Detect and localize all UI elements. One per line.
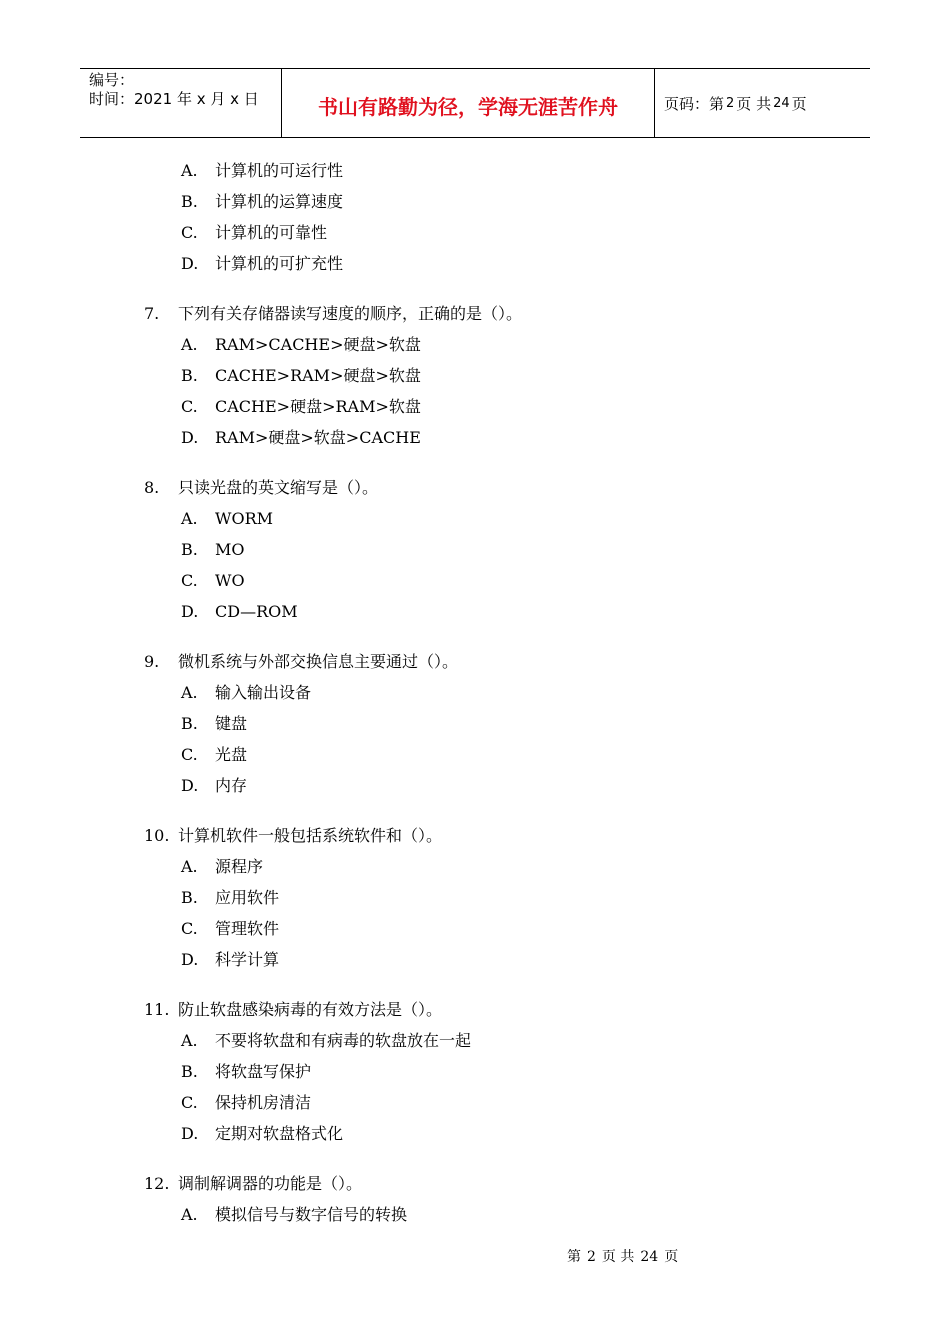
option-text: 光盘 bbox=[215, 745, 248, 764]
option-row bbox=[0, 503, 950, 534]
option-letter: B. bbox=[181, 192, 198, 211]
question-stem bbox=[0, 298, 950, 329]
option-text: WORM bbox=[215, 509, 273, 528]
option-letter: C. bbox=[181, 397, 198, 416]
option-letter: C. bbox=[181, 919, 198, 938]
footer-mid: 页 共 bbox=[601, 1249, 635, 1265]
question-10 bbox=[0, 820, 950, 975]
option-letter: A. bbox=[181, 1205, 198, 1224]
question-text: 只读光盘的英文缩写是（）。 bbox=[178, 478, 379, 497]
footer-prefix: 第 bbox=[567, 1249, 581, 1265]
option-row bbox=[0, 708, 950, 739]
question-text: 调制解调器的功能是（）。 bbox=[178, 1174, 363, 1193]
question-text: 计算机软件一般包括系统软件和（）。 bbox=[178, 826, 443, 845]
option-letter: D. bbox=[181, 428, 199, 447]
question-text: 防止软盘感染病毒的有效方法是（）。 bbox=[178, 1000, 443, 1019]
option-letter: C. bbox=[181, 223, 198, 242]
option-letter: B. bbox=[181, 366, 198, 385]
time-label: 时间：2021 年 x 月 x 日 bbox=[89, 90, 259, 108]
option-text: 源程序 bbox=[215, 857, 264, 876]
option-row bbox=[0, 565, 950, 596]
option-row bbox=[0, 248, 950, 279]
option-row bbox=[0, 770, 950, 801]
option-row bbox=[0, 217, 950, 248]
question-7 bbox=[0, 298, 950, 453]
option-row bbox=[0, 329, 950, 360]
question-number: 7. bbox=[144, 304, 160, 323]
option-text: 管理软件 bbox=[215, 919, 280, 938]
option-letter: D. bbox=[181, 602, 199, 621]
page-current: 2 bbox=[726, 95, 735, 111]
option-letter: A. bbox=[181, 857, 198, 876]
header-motto: 书山有路勤为径，学海无涯苦作舟 bbox=[281, 69, 655, 137]
question-stem bbox=[0, 820, 950, 851]
option-text: 输入输出设备 bbox=[215, 683, 312, 702]
number-label: 编号： bbox=[89, 71, 135, 89]
footer-page-number bbox=[564, 1246, 681, 1266]
option-text: 模拟信号与数字信号的转换 bbox=[215, 1205, 408, 1224]
question-number: 12. bbox=[144, 1174, 170, 1193]
header-page-info bbox=[655, 69, 870, 137]
option-letter: B. bbox=[181, 540, 198, 559]
option-text: 计算机的可靠性 bbox=[215, 223, 328, 242]
option-text: 定期对软盘格式化 bbox=[215, 1124, 344, 1143]
option-row bbox=[0, 882, 950, 913]
option-row bbox=[0, 1056, 950, 1087]
option-row bbox=[0, 391, 950, 422]
option-letter: C. bbox=[181, 1093, 198, 1112]
question-stem bbox=[0, 646, 950, 677]
option-text: MO bbox=[215, 540, 245, 559]
option-letter: D. bbox=[181, 776, 199, 795]
option-letter: D. bbox=[181, 254, 199, 273]
question-11 bbox=[0, 994, 950, 1149]
option-row bbox=[0, 596, 950, 627]
question-number: 10. bbox=[144, 826, 170, 845]
option-text: 科学计算 bbox=[215, 950, 280, 969]
page-mid: 页 共 bbox=[736, 94, 772, 113]
question-stem bbox=[0, 1168, 950, 1199]
option-text: 计算机的可扩充性 bbox=[215, 254, 344, 273]
question-content bbox=[0, 155, 950, 1249]
footer-current: 2 bbox=[587, 1249, 596, 1265]
option-row bbox=[0, 739, 950, 770]
option-text: 不要将软盘和有病毒的软盘放在一起 bbox=[215, 1031, 472, 1050]
option-text: CACHE>硬盘>RAM>软盘 bbox=[215, 397, 421, 416]
option-text: 计算机的运算速度 bbox=[215, 192, 344, 211]
option-text: CD—ROM bbox=[215, 602, 298, 621]
option-letter: B. bbox=[181, 888, 198, 907]
option-text: 保持机房清洁 bbox=[215, 1093, 312, 1112]
question-number: 8. bbox=[144, 478, 160, 497]
option-text: CACHE>RAM>硬盘>软盘 bbox=[215, 366, 421, 385]
option-row bbox=[0, 360, 950, 391]
option-letter: D. bbox=[181, 950, 199, 969]
question-text: 下列有关存储器读写速度的顺序，正确的是（）。 bbox=[178, 304, 523, 323]
question-9 bbox=[0, 646, 950, 801]
option-text: 应用软件 bbox=[215, 888, 280, 907]
option-row bbox=[0, 913, 950, 944]
option-row bbox=[0, 422, 950, 453]
footer-total: 24 bbox=[640, 1249, 659, 1265]
option-row bbox=[0, 1025, 950, 1056]
option-letter: B. bbox=[181, 714, 198, 733]
option-row bbox=[0, 1199, 950, 1230]
question-stem bbox=[0, 994, 950, 1025]
option-letter: C. bbox=[181, 571, 198, 590]
question-12 bbox=[0, 1168, 950, 1230]
option-letter: A. bbox=[181, 335, 198, 354]
option-text: 键盘 bbox=[215, 714, 248, 733]
option-letter: B. bbox=[181, 1062, 198, 1081]
option-row bbox=[0, 944, 950, 975]
header-meta bbox=[80, 69, 281, 137]
question-stem bbox=[0, 472, 950, 503]
option-letter: D. bbox=[181, 1124, 199, 1143]
option-row bbox=[0, 186, 950, 217]
page-total: 24 bbox=[773, 95, 790, 111]
question-number: 9. bbox=[144, 652, 160, 671]
question-8 bbox=[0, 472, 950, 627]
option-letter: A. bbox=[181, 509, 198, 528]
continued-options bbox=[0, 155, 950, 279]
page-header bbox=[80, 68, 870, 138]
option-row bbox=[0, 1087, 950, 1118]
option-text: 计算机的可运行性 bbox=[215, 161, 344, 180]
option-letter: A. bbox=[181, 161, 198, 180]
option-text: 将软盘写保护 bbox=[215, 1062, 312, 1081]
option-text: RAM>硬盘>软盘>CACHE bbox=[215, 428, 421, 447]
option-text: 内存 bbox=[215, 776, 248, 795]
option-row bbox=[0, 851, 950, 882]
page-prefix: 页码：第 bbox=[664, 94, 725, 113]
option-text: RAM>CACHE>硬盘>软盘 bbox=[215, 335, 421, 354]
option-text: WO bbox=[215, 571, 245, 590]
option-letter: C. bbox=[181, 745, 198, 764]
footer-suffix: 页 bbox=[664, 1249, 679, 1265]
option-row bbox=[0, 1118, 950, 1149]
question-number: 11. bbox=[144, 1000, 170, 1019]
option-letter: A. bbox=[181, 683, 198, 702]
option-letter: A. bbox=[181, 1031, 198, 1050]
page-suffix: 页 bbox=[791, 94, 807, 113]
option-row bbox=[0, 677, 950, 708]
option-row bbox=[0, 155, 950, 186]
question-text: 微机系统与外部交换信息主要通过（）。 bbox=[178, 652, 459, 671]
option-row bbox=[0, 534, 950, 565]
